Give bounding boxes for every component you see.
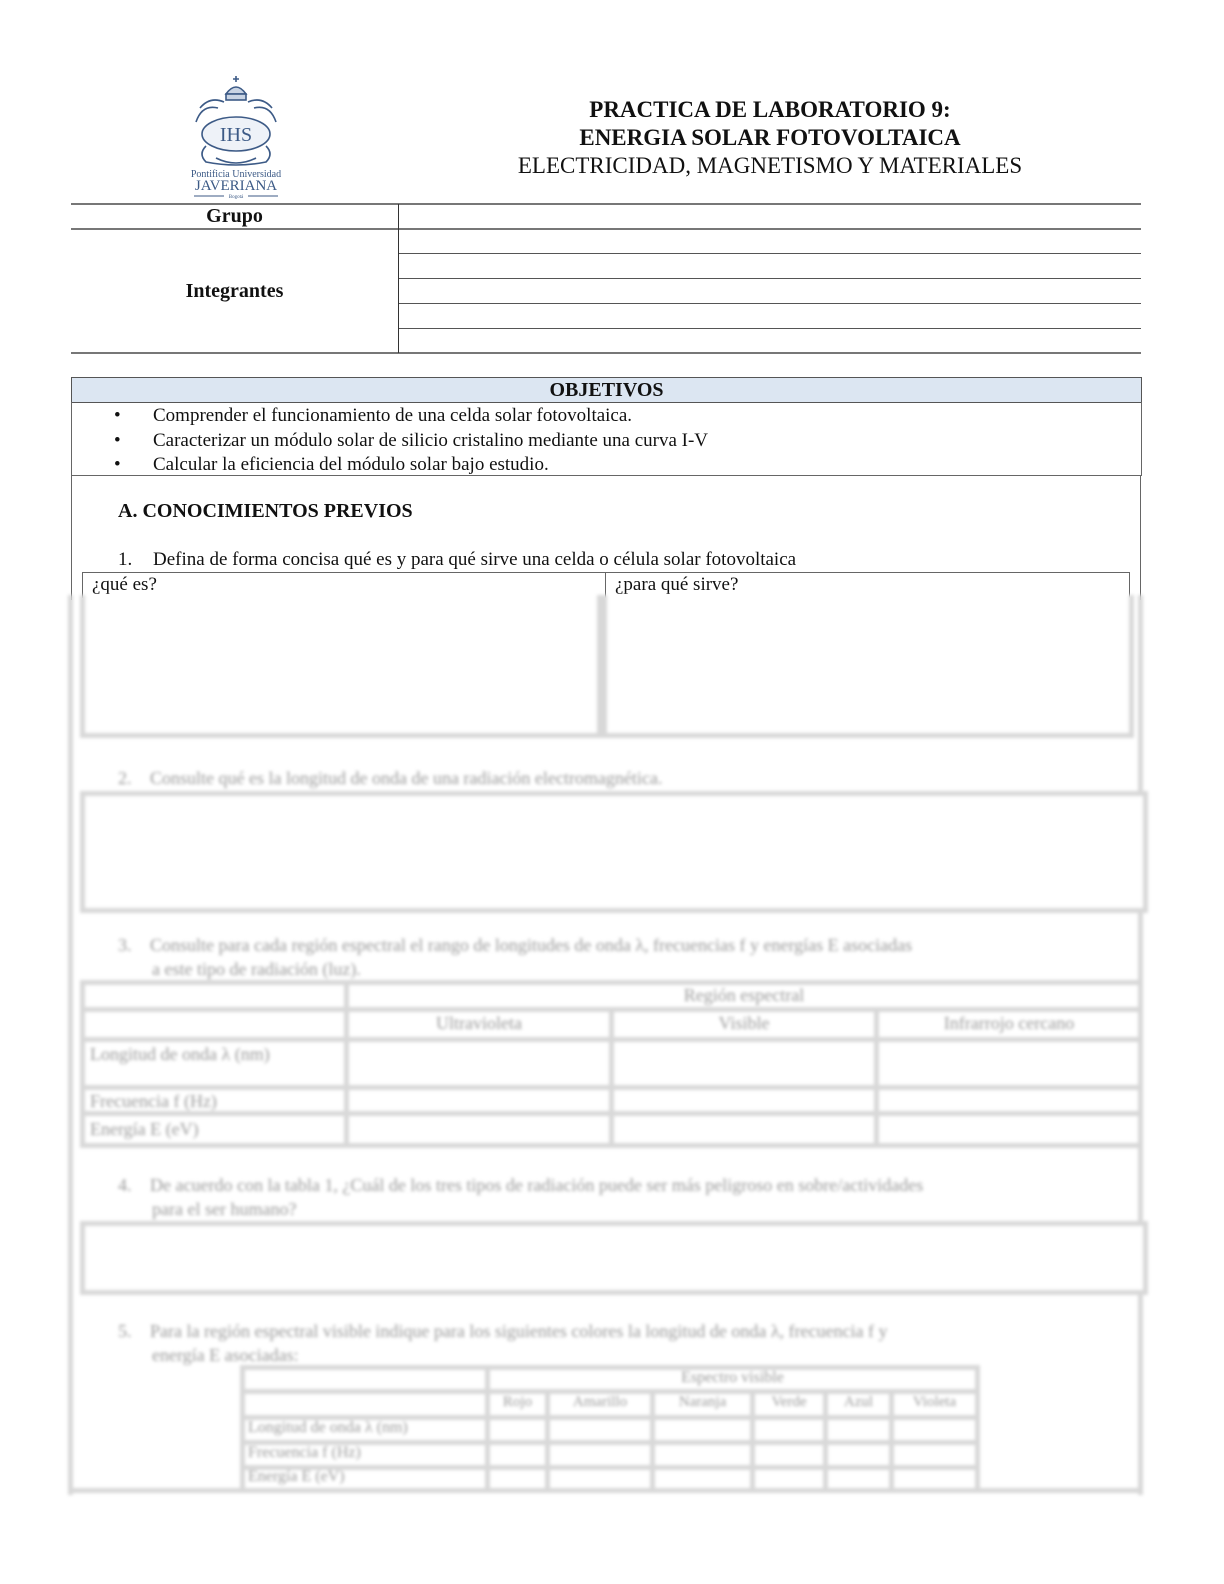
color-header: Violeta	[912, 1394, 957, 1410]
question-2-text: Consulte qué es la longitud de onda de una radiación electromagnética.	[150, 768, 663, 788]
logo-line2: JAVERIANA	[194, 178, 278, 194]
table-rule	[398, 278, 1141, 279]
group-field[interactable]	[400, 205, 1140, 227]
row-label: Energía E (eV)	[248, 1468, 345, 1485]
question-2	[118, 768, 662, 789]
section-a-heading: A. CONOCIMIENTOS PREVIOS	[118, 500, 413, 522]
university-crest-icon	[186, 72, 286, 200]
table-rule	[71, 352, 1141, 354]
what-for-answer-box[interactable]	[602, 595, 1134, 738]
frame-left	[68, 595, 73, 1495]
table-rule	[398, 303, 1141, 304]
what-is-answer-box[interactable]	[80, 595, 602, 738]
logo-line3: Bogotá	[228, 195, 244, 200]
question-5-number: 5.	[118, 1321, 132, 1341]
question-1-text: Defina de forma concisa qué es y para qué sirve una celda o célula solar fotovoltaica	[153, 549, 797, 570]
color-header: Rojo	[502, 1394, 533, 1410]
what-is-label: ¿qué es?	[92, 574, 157, 595]
member-field-5[interactable]	[400, 330, 1140, 351]
question-4-number: 4.	[118, 1175, 132, 1195]
color-header: Azul	[843, 1394, 874, 1410]
table-col-rule	[240, 1365, 245, 1490]
question-5-text-cont: energía E asociadas:	[152, 1345, 299, 1365]
question-3-text-cont: a este tipo de radiación (luz).	[152, 959, 361, 979]
color-header: Amarillo	[572, 1394, 628, 1410]
member-field-1[interactable]	[400, 230, 1140, 252]
question-1	[118, 549, 796, 571]
row-label: Longitud de onda λ (nm)	[248, 1419, 408, 1436]
blurred-content	[66, 595, 1146, 1495]
university-logo	[186, 72, 286, 200]
column-header: Infrarrojo cercano	[943, 1013, 1075, 1033]
member-field-4[interactable]	[400, 305, 1140, 327]
objective-item: • Caracterizar un módulo solar de silicio cristalino mediante una curva I-V	[110, 429, 708, 454]
spectral-region-header: Región espectral	[683, 985, 805, 1005]
table-rule	[240, 1465, 980, 1470]
frame-bottom	[68, 1488, 1143, 1493]
member-field-2[interactable]	[400, 255, 1140, 277]
objectives-list	[110, 404, 708, 478]
question-5-text: Para la región espectral visible indique para los siguientes colores la longitud de onda λ, frecuencia f y	[150, 1321, 888, 1341]
question-1-number: 1.	[118, 549, 133, 570]
row-label: Frecuencia f (Hz)	[90, 1091, 217, 1111]
question-4-text-cont: para el ser humano?	[152, 1199, 297, 1219]
table-rule	[398, 253, 1141, 254]
group-label: Grupo	[206, 205, 263, 227]
column-header: Ultravioleta	[436, 1013, 522, 1033]
question-3	[118, 935, 912, 956]
members-label: Integrantes	[185, 280, 284, 302]
question-2-number: 2.	[118, 768, 132, 788]
table-col-rule	[80, 980, 85, 1148]
answer-table-top	[82, 572, 1130, 573]
question-2-answer-box[interactable]	[80, 791, 1148, 913]
question-4-answer-box[interactable]	[80, 1221, 1148, 1295]
table-col-rule	[975, 1365, 980, 1490]
row-label: Energía E (eV)	[90, 1119, 199, 1139]
question-5	[118, 1321, 887, 1342]
question-4	[118, 1175, 923, 1196]
section-frame-left	[71, 475, 72, 600]
column-header: Visible	[718, 1013, 770, 1033]
color-header: Verde	[771, 1394, 807, 1410]
question-3-text: Consulte para cada región espectral el rango de longitudes de onda λ, frecuencias f y energías E asociadas	[150, 935, 913, 955]
color-header: Naranja	[678, 1394, 727, 1410]
course-name: ELECTRICIDAD, MAGNETISMO Y MATERIALES	[517, 153, 1023, 178]
question-4-text: De acuerdo con la tabla 1, ¿Cuál de los tres tipos de radiación puede ser más peligroso en sobre/actividades	[150, 1175, 924, 1195]
objective-item: • Comprender el funcionamiento de una celda solar fotovoltaica.	[110, 404, 708, 429]
member-field-3[interactable]	[400, 280, 1140, 302]
section-frame-right	[1140, 475, 1141, 600]
title-line-2: ENERGIA SOLAR FOTOVOLTAICA	[579, 125, 961, 150]
objective-item: • Calcular la eficiencia del módulo solar bajo estudio.	[110, 453, 708, 478]
question-3-number: 3.	[118, 935, 132, 955]
row-label: Frecuencia f (Hz)	[248, 1444, 361, 1461]
row-label: Longitud de onda λ (nm)	[90, 1044, 270, 1064]
document-title	[470, 96, 1070, 180]
logo-monogram: IHS	[219, 124, 253, 146]
table-divider	[398, 204, 399, 353]
objectives-heading: OBJETIVOS	[71, 377, 1142, 403]
table-rule	[398, 328, 1141, 329]
visible-spectrum-header: Espectro visible	[681, 1369, 784, 1386]
logo-line1: Pontificia Universidad	[190, 169, 282, 180]
title-line-1: PRACTICA DE LABORATORIO 9:	[589, 97, 951, 122]
what-for-label: ¿para qué sirve?	[615, 574, 739, 595]
